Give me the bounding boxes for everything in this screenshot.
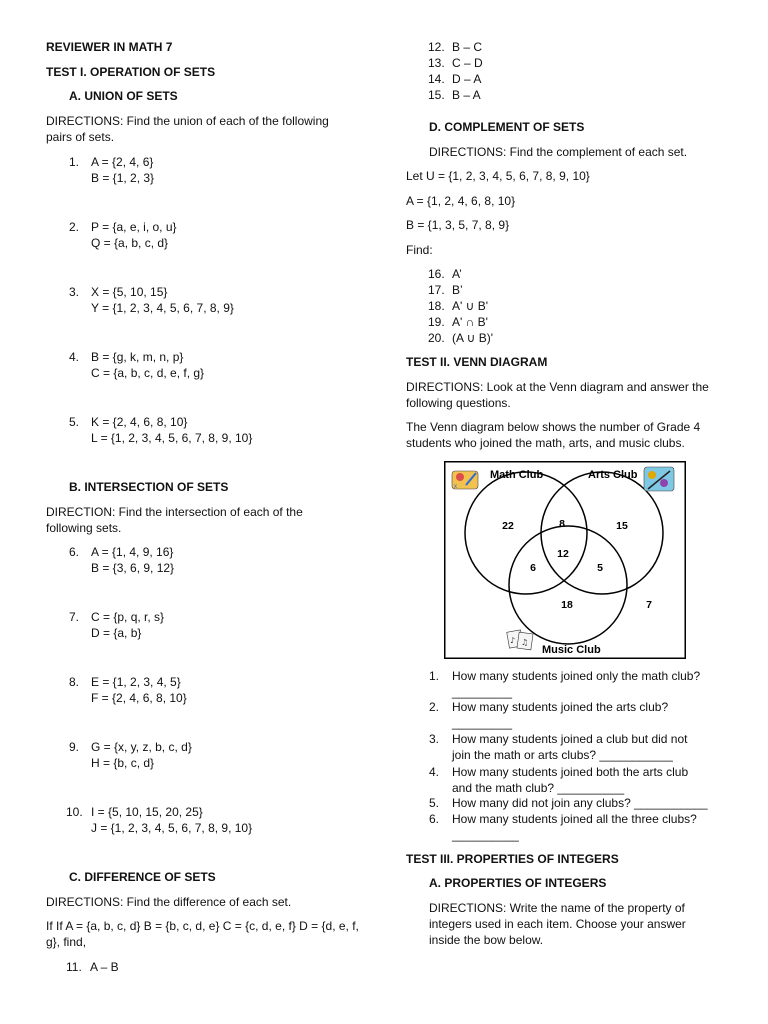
set-line: E = {1, 2, 3, 4, 5} <box>91 675 181 689</box>
set-line: I = {5, 10, 15, 20, 25} <box>91 805 203 819</box>
find-label: Find: <box>406 243 433 257</box>
item-number: 5. <box>69 415 80 429</box>
item-number: 15. <box>428 88 445 102</box>
set-line: Q = {a, b, c, d} <box>91 236 169 250</box>
svg-text:♪: ♪ <box>510 636 516 645</box>
difference-item: A – B <box>90 960 119 974</box>
complement-heading: D. COMPLEMENT OF SETS <box>429 120 585 134</box>
item-number: 19. <box>428 315 445 329</box>
region-only-math: 22 <box>502 520 514 532</box>
test3-subheading: A. PROPERTIES OF INTEGERS <box>429 876 607 890</box>
item-number: 11. <box>66 960 82 974</box>
set-line: B = {1, 2, 3} <box>91 171 155 185</box>
region-math-music: 6 <box>530 562 536 574</box>
arts-club-label: Arts Club <box>588 469 638 481</box>
difference-item: B – A <box>452 88 481 102</box>
item-number: 4. <box>429 765 440 779</box>
question-line: join the math or arts clubs? ___________ <box>452 748 673 762</box>
region-all-three: 12 <box>557 548 569 560</box>
set-line: L = {1, 2, 3, 4, 5, 6, 7, 8, 9, 10} <box>91 431 253 445</box>
item-number: 7. <box>69 610 80 624</box>
item-number: 8. <box>69 675 80 689</box>
item-number: 18. <box>428 299 445 313</box>
answer-blank: __________ <box>452 828 519 842</box>
union-heading: A. UNION OF SETS <box>69 89 178 103</box>
set-line: P = {a, e, i, o, u} <box>91 220 177 234</box>
test3-directions: DIRECTIONS: Write the name of the property of integers used in each item. Choose your answer inside the bow below. <box>429 901 686 947</box>
venn-intro: The Venn diagram below shows the number of Grade 4 students who joined the math, arts, and music clubs. <box>406 420 701 450</box>
intersection-directions: DIRECTION: Find the intersection of each of the following sets. <box>46 505 303 535</box>
set-line: B = {g, k, m, n, p} <box>91 350 184 364</box>
difference-item: D – A <box>452 72 482 86</box>
item-number: 1. <box>429 669 440 683</box>
question-line: and the math club? __________ <box>452 781 625 795</box>
complement-item: B’ <box>452 283 463 297</box>
region-arts-music: 5 <box>597 562 603 574</box>
complement-item: A’ <box>452 267 462 281</box>
set-line: D = {a, b} <box>91 626 142 640</box>
venn-directions: DIRECTIONS: Look at the Venn diagram and answer the following questions. <box>406 380 709 410</box>
set-line: C = {p, q, r, s} <box>91 610 165 624</box>
item-number: 2. <box>69 220 80 234</box>
question-line: How many students joined all the three clubs? <box>452 812 697 826</box>
item-number: 17. <box>428 283 445 297</box>
item-number: 2. <box>429 700 440 714</box>
test2-heading: TEST II. VENN DIAGRAM <box>406 355 548 369</box>
question-line: How many students joined only the math club? <box>452 669 701 683</box>
test1-heading: TEST I. OPERATION OF SETS <box>46 65 216 79</box>
svg-text:x: x <box>454 484 457 490</box>
math-club-label: Math Club <box>490 469 544 481</box>
set-line: H = {b, c, d} <box>91 756 155 770</box>
item-number: 9. <box>69 740 80 754</box>
item-number: 5. <box>429 796 440 810</box>
set-line: X = {5, 10, 15} <box>91 285 168 299</box>
item-number: 16. <box>428 267 445 281</box>
music-club-label: Music Club <box>542 644 601 656</box>
region-none: 7 <box>646 599 652 611</box>
question-line: How many students joined the arts club? <box>452 700 669 714</box>
set-line: A = {1, 4, 9, 16} <box>91 545 174 559</box>
item-number: 4. <box>69 350 80 364</box>
page-title: REVIEWER IN MATH 7 <box>46 40 173 54</box>
complement-item: (A ∪ B)' <box>452 331 494 345</box>
set-line: Y = {1, 2, 3, 4, 5, 6, 7, 8, 9} <box>91 301 234 315</box>
difference-heading: C. DIFFERENCE OF SETS <box>69 870 216 884</box>
region-math-arts: 8 <box>559 518 565 530</box>
complement-item: A' ∪ B' <box>452 299 489 313</box>
item-number: 20. <box>428 331 445 345</box>
item-number: 12. <box>428 40 445 54</box>
set-line: G = {x, y, z, b, c, d} <box>91 740 192 754</box>
region-only-arts: 15 <box>616 520 628 532</box>
venn-diagram <box>444 461 686 659</box>
intersection-heading: B. INTERSECTION OF SETS <box>69 480 229 494</box>
item-number: 6. <box>69 545 80 559</box>
difference-item: C – D <box>452 56 483 70</box>
difference-item: B – C <box>452 40 483 54</box>
question-line: How many students joined a club but did not <box>452 732 688 746</box>
universal-set: Let U = {1, 2, 3, 4, 5, 6, 7, 8, 9, 10} <box>406 169 590 183</box>
union-directions: DIRECTIONS: Find the union of each of the following pairs of sets. <box>46 114 329 144</box>
arts-clipart-icon <box>644 467 674 491</box>
item-number: 13. <box>428 56 445 70</box>
question-line: How many students joined both the arts club <box>452 765 689 779</box>
region-only-music: 18 <box>561 599 573 611</box>
set-line: C = {a, b, c, d, e, f, g} <box>91 366 205 380</box>
item-number: 6. <box>429 812 440 826</box>
set-line: K = {2, 4, 6, 8, 10} <box>91 415 188 429</box>
answer-blank: _________ <box>452 716 513 730</box>
math-clipart-icon <box>452 471 478 490</box>
set-line: F = {2, 4, 6, 8, 10} <box>91 691 187 705</box>
item-number: 1. <box>69 155 80 169</box>
question-line: How many did not join any clubs? ___________ <box>452 796 708 810</box>
item-number: 3. <box>429 732 440 746</box>
item-number: 10. <box>66 805 83 819</box>
item-number: 3. <box>69 285 80 299</box>
svg-text:♫: ♫ <box>521 638 529 647</box>
set-line: B = {3, 6, 9, 12} <box>91 561 175 575</box>
set-a: A = {1, 2, 4, 6, 8, 10} <box>406 194 516 208</box>
complement-item: A' ∩ B' <box>452 315 488 329</box>
set-line: A = {2, 4, 6} <box>91 155 154 169</box>
difference-directions: DIRECTIONS: Find the difference of each set. <box>46 895 292 909</box>
test3-heading: TEST III. PROPERTIES OF INTEGERS <box>406 852 619 866</box>
item-number: 14. <box>428 72 445 86</box>
set-line: J = {1, 2, 3, 4, 5, 6, 7, 8, 9, 10} <box>91 821 253 835</box>
set-b: B = {1, 3, 5, 7, 8, 9} <box>406 218 510 232</box>
difference-given-sets: If If A = {a, b, c, d} B = {b, c, d, e} C = {c, d, e, f} D = {d, e, f, g}, find, <box>46 919 359 949</box>
answer-blank: _________ <box>452 685 513 699</box>
complement-directions: DIRECTIONS: Find the complement of each set. <box>429 145 688 159</box>
